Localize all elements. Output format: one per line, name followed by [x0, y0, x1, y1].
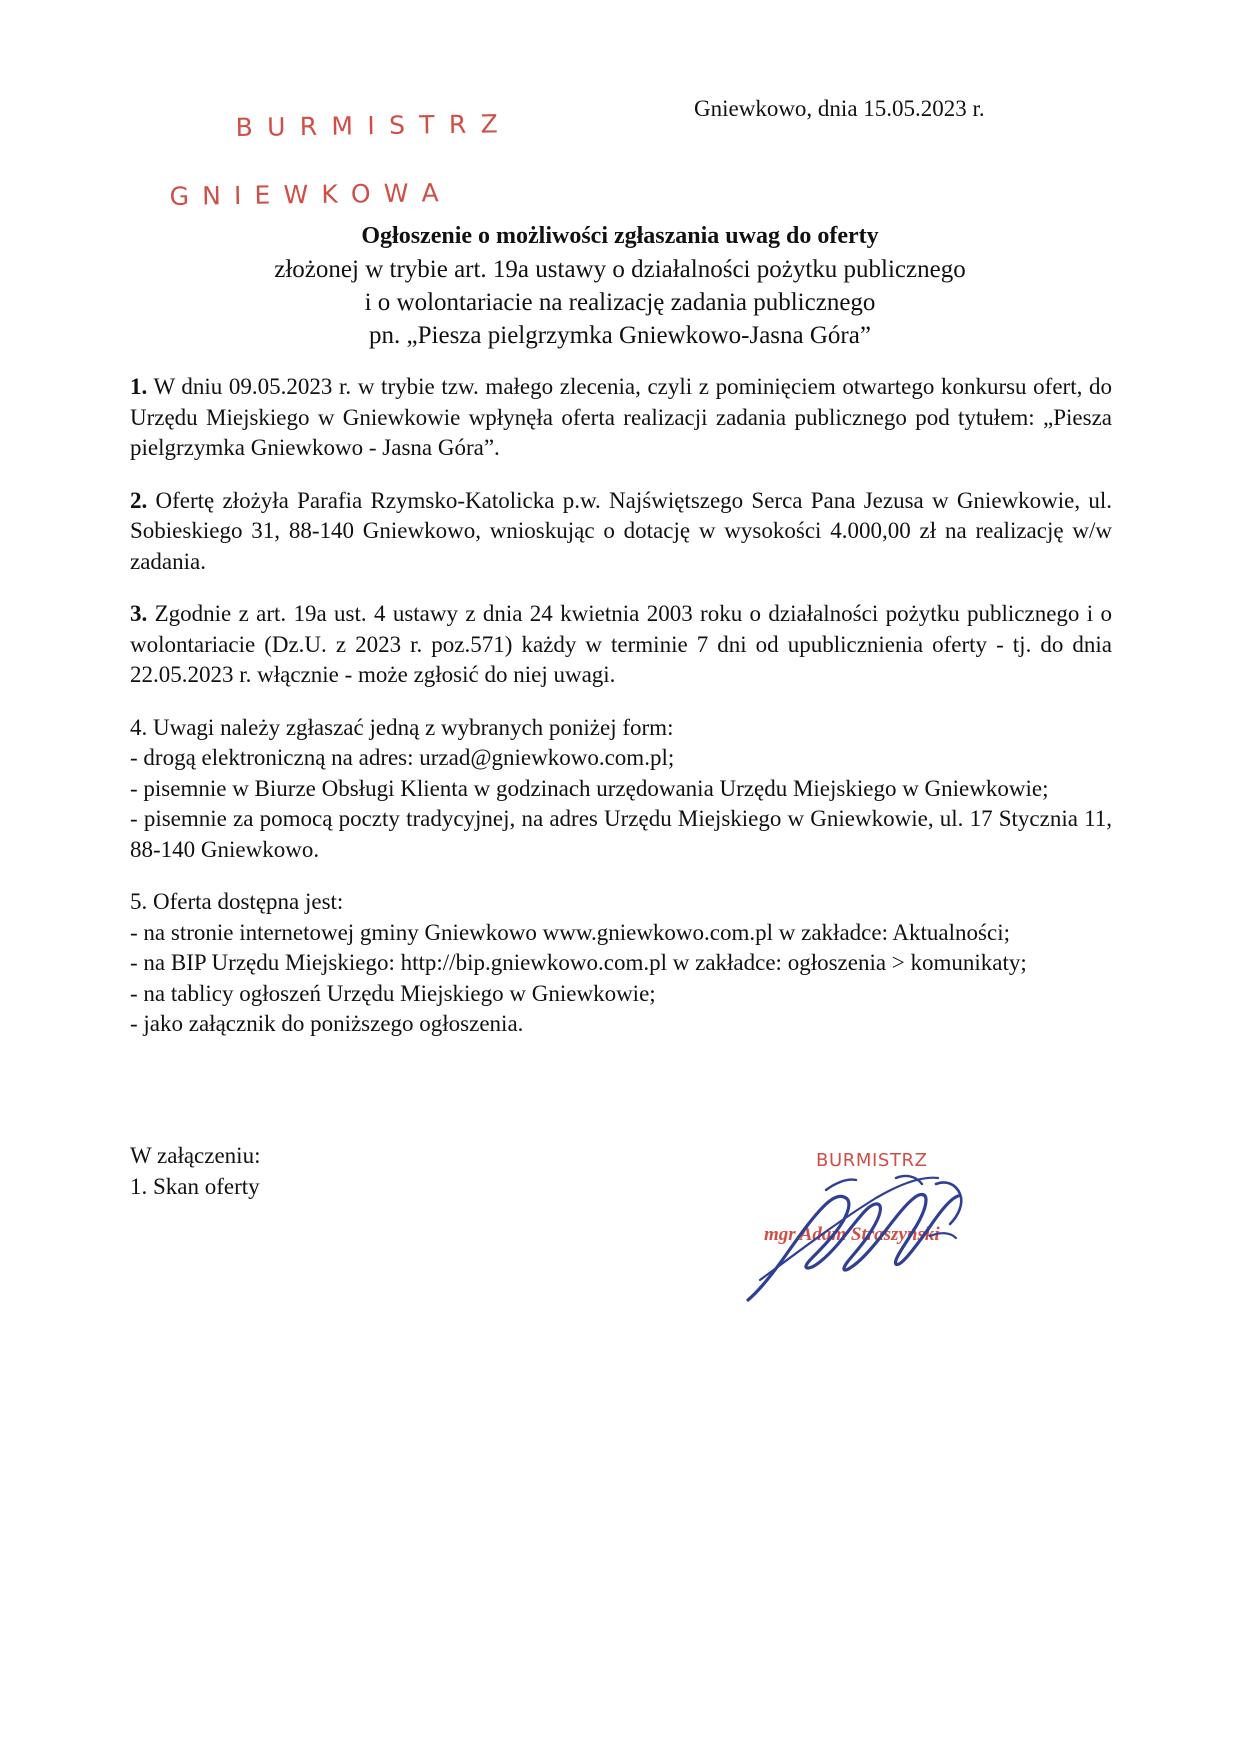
paragraph-4 [130, 713, 1112, 866]
paragraph-4-item-3: - pisemnie za pomocą poczty tradycyjnej, na adres Urzędu Miejskiego w Gniewkowie, ul. 17 Stycznia 11, 88-140 Gniewkowo. [130, 806, 1112, 862]
document-title [130, 220, 1110, 352]
paragraph-5-item-2: - na BIP Urzędu Miejskiego: http://bip.gniewkowo.com.pl w zakładce: ogłoszenia > komunikaty; [130, 950, 1027, 975]
paragraph-3-number: 3. [130, 601, 148, 626]
attachments-label: W załączeniu: [130, 1143, 261, 1168]
paragraph-4-item-1: - drogą elektroniczną na adres: urzad@gniewkowo.com.pl; [130, 745, 675, 770]
paragraph-5-lead [130, 887, 1112, 918]
paragraph-4-number: 4. [130, 714, 148, 740]
paragraph-3 [130, 599, 1112, 691]
paragraph-4-item-2: - pisemnie w Biurze Obsługi Klienta w godzinach urzędowania Urzędu Miejskiego w Gniewkowie; [130, 775, 1049, 801]
paragraph-3-text: Zgodnie z art. 19a ust. 4 ustawy z dnia 24 kwietnia 2003 roku o działalności pożytku publicznego i o wolontariacie (Dz.U. z 2023 r. poz.571) każdy w terminie 7 dni od upublicznienia oferty - tj. do dnia 22.05.2023 r. włącznie - może zgłosić do niej uwagi. [130, 601, 1112, 687]
title-line-1: Ogłoszenie o możliwości zgłaszania uwag do oferty [361, 223, 879, 249]
place-and-date: Gniewkowo, dnia 15.05.2023 r. [694, 96, 985, 121]
attachment-item-1: 1. Skan oferty [130, 1174, 260, 1199]
paragraph-2-number: 2. [130, 487, 148, 513]
document-body [130, 372, 1112, 1062]
title-line-4: pn. „Piesza pielgrzymka Gniewkowo-Jasna Góra” [369, 322, 871, 349]
stamp-line-2: G N I E W K O W A [169, 178, 442, 211]
signature-title: BURMISTRZ [816, 1150, 928, 1171]
paragraph-5-lead-text: Oferta dostępna jest: [147, 889, 344, 914]
signature-block [740, 1150, 1040, 1310]
signature-name: mgr Adam Straszyński [764, 1224, 940, 1245]
paragraph-2-text: Ofertę złożyła Parafia Rzymsko-Katolicka p.w. Najświętszego Serca Pana Jezusa w Gniewkowie, ul. Sobieskiego 31, 88-140 Gniewkowo, wnioskując o dotację w wysokości 4.000,00 zł na realizację w/w zadania. [130, 487, 1112, 574]
paragraph-1 [130, 372, 1112, 464]
stamp-line-1: B U R M I S T R Z [235, 109, 502, 143]
document-header [0, 78, 1240, 211]
paragraph-5-item-1: - na stronie internetowej gminy Gniewkowo www.gniewkowo.com.pl w zakładce: Aktualności; [130, 919, 1010, 945]
paragraph-5-item-3: - na tablicy ogłoszeń Urzędu Miejskiego w Gniewkowie; [130, 980, 656, 1006]
paragraph-2 [130, 486, 1112, 578]
paragraph-5 [130, 887, 1112, 1040]
paragraph-4-lead-text: Uwagi należy zgłaszać jedną z wybranych poniżej form: [147, 714, 674, 740]
paragraph-5-number: 5. [130, 889, 148, 914]
paragraph-4-lead [130, 713, 1112, 744]
attachments-note [130, 1140, 260, 1202]
paragraph-1-number: 1. [130, 374, 148, 399]
title-line-2: złożonej w trybie art. 19a ustawy o działalności pożytku publicznego [274, 256, 966, 283]
title-line-3: i o wolontariacie na realizację zadania publicznego [364, 289, 876, 316]
paragraph-5-item-4: - jako załącznik do poniższego ogłoszenia. [130, 1011, 524, 1036]
paragraph-1-text: W dniu 09.05.2023 r. w trybie tzw. małego zlecenia, czyli z pominięciem otwartego konkursu ofert, do Urzędu Miejskiego w Gniewkowie wpłynęła oferta realizacji zadania publicznego pod tytułem: „Piesza pielgrzymka Gniewkowo - Jasna Góra”. [130, 374, 1112, 460]
